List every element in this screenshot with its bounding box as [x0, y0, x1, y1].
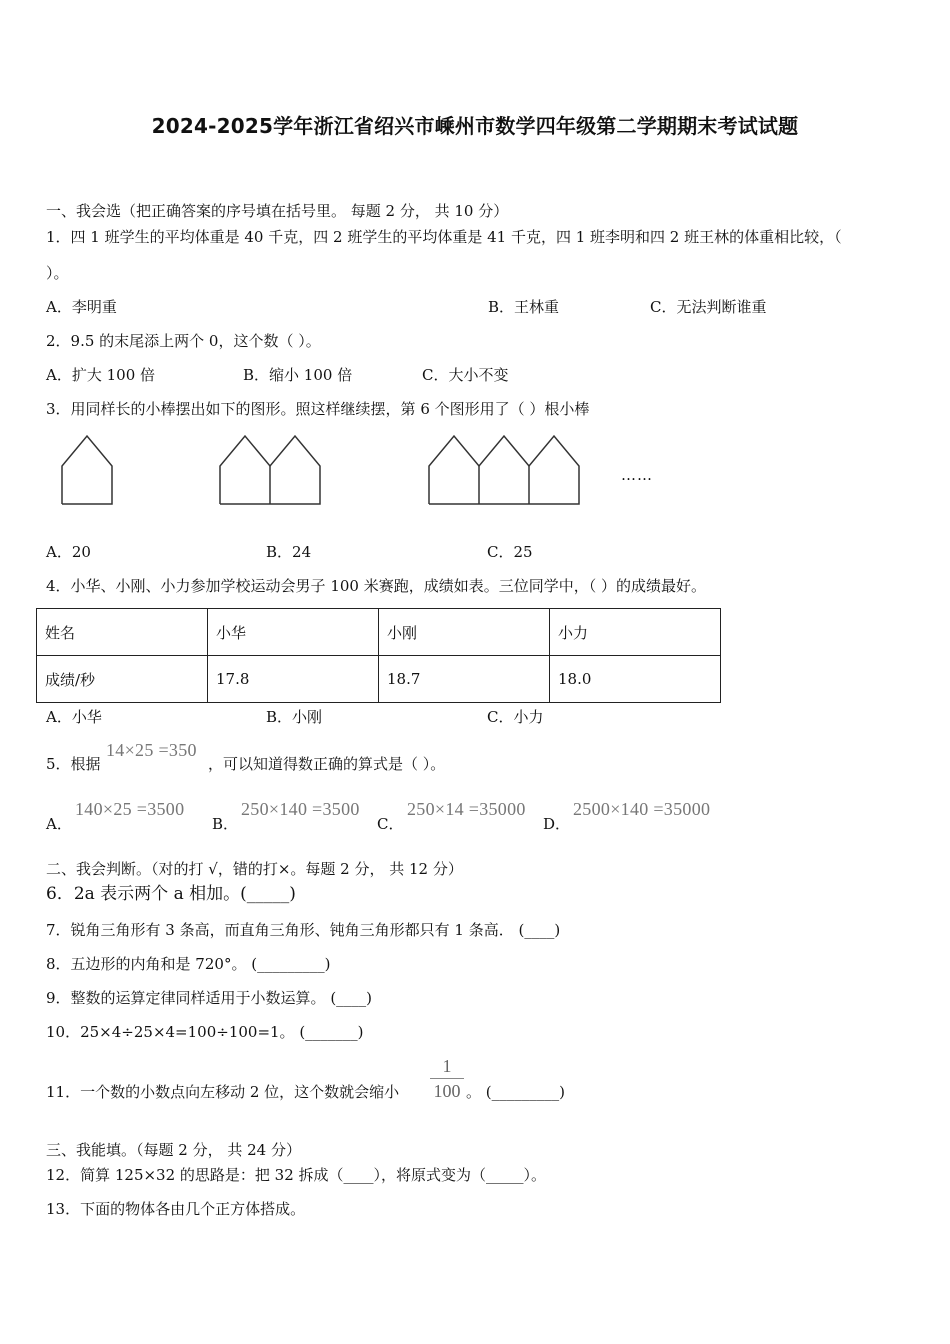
- question-5-option-a-label: A．: [46, 815, 72, 833]
- question-1-option-c: C．无法判断谁重: [650, 298, 767, 316]
- question-6: 6．2a 表示两个 a 相加。(_____): [46, 884, 296, 904]
- question-4: 4．小华、小刚、小力参加学校运动会男子 100 米赛跑，成绩如表。三位同学中，（ ）的成绩最好。: [46, 577, 706, 595]
- question-5-option-b-formula: 250×140 =3500: [241, 799, 360, 819]
- question-2: 2．9.5 的末尾添上两个 0，这个数（ ）。: [46, 332, 321, 350]
- page-title: 2024-2025学年浙江省绍兴市嵊州市数学四年级第二学期期末考试试题: [151, 114, 799, 138]
- fraction-bar: [430, 1078, 464, 1079]
- question-4-option-c: C．小力: [487, 708, 544, 726]
- question-5-option-c-formula: 250×14 =35000: [407, 799, 526, 819]
- question-7: 7．锐角三角形有 3 条高，而直角三角形、钝角三角形都只有 1 条高． (____): [46, 921, 561, 939]
- question-9: 9．整数的运算定律同样适用于小数运算。 (____): [46, 989, 373, 1007]
- question-1-option-b: B．王林重: [488, 298, 560, 316]
- question-5-option-c-label: C．: [377, 815, 404, 833]
- question-5-option-d-label: D．: [543, 815, 571, 833]
- question-11-suffix: 。 (_________): [466, 1083, 565, 1101]
- house-figure-2: [220, 436, 320, 504]
- question-12: 12．简算 125×32 的思路是：把 32 拆成（____），将原式变为（_____）。: [46, 1166, 547, 1184]
- table-cell: 17.8: [208, 656, 379, 703]
- question-4-option-a: A．小华: [46, 708, 102, 726]
- table-cell: 小华: [208, 609, 379, 656]
- question-11-fraction: [430, 1056, 464, 1101]
- fraction-numerator: 1: [442, 1056, 452, 1076]
- fraction-denominator: 100: [433, 1081, 461, 1101]
- table-row: [37, 609, 721, 656]
- question-3-option-b: B．24: [266, 543, 312, 561]
- question-1-line-2: ）。: [46, 264, 69, 282]
- question-2-option-a: A．扩大 100 倍: [46, 366, 155, 384]
- table-cell: 姓名: [37, 609, 208, 656]
- question-3-option-c: C．25: [487, 543, 533, 561]
- house-figure-1: [62, 436, 112, 504]
- table-cell: 18.0: [550, 656, 721, 703]
- score-table: [36, 608, 721, 703]
- table-cell: 小力: [550, 609, 721, 656]
- question-1-line-1: 1．四 1 班学生的平均体重是 40 千克，四 2 班学生的平均体重是 41 千克，四 1 班李明和四 2 班王林的体重相比较，（: [46, 228, 842, 246]
- question-5-suffix: ，可以知道得数正确的算式是（ ）。: [208, 755, 446, 773]
- question-4-option-b: B．小刚: [266, 708, 323, 726]
- section-2-heading: 二、我会判断。（对的打 √，错的打×。每题 2 分， 共 12 分）: [46, 860, 463, 878]
- section-3-heading: 三、我能填。（每题 2 分， 共 24 分）: [46, 1141, 301, 1159]
- question-5-option-b-label: B．: [212, 815, 239, 833]
- question-2-option-b: B．缩小 100 倍: [243, 366, 353, 384]
- question-11-prefix: 11．一个数的小数点向左移动 2 位，这个数就会缩小: [46, 1083, 400, 1101]
- question-5-formula: 14×25 =350: [106, 740, 197, 760]
- question-5-option-a-formula: 140×25 =3500: [75, 799, 185, 819]
- house-figure-3: [429, 436, 579, 504]
- table-row: [37, 656, 721, 703]
- question-13: 13．下面的物体各由几个正方体搭成。: [46, 1200, 306, 1218]
- table-cell: 成绩/秒: [37, 656, 208, 703]
- section-1-heading: 一、我会选（把正确答案的序号填在括号里。 每题 2 分， 共 10 分）: [46, 202, 509, 220]
- question-3: 3．用同样长的小棒摆出如下的图形。照这样继续摆，第 6 个图形用了（ ）根小棒: [46, 400, 590, 418]
- question-8: 8．五边形的内角和是 720°。 (_________): [46, 955, 331, 973]
- question-3-option-a: A．20: [46, 543, 91, 561]
- table-cell: 小刚: [379, 609, 550, 656]
- house-pattern-figure: [0, 0, 950, 540]
- question-5-option-d-formula: 2500×140 =35000: [573, 799, 711, 819]
- question-1-option-a: A．李明重: [46, 298, 117, 316]
- question-5-prefix: 5．根据: [46, 755, 101, 773]
- pattern-ellipsis: ……: [621, 466, 653, 484]
- table-cell: 18.7: [379, 656, 550, 703]
- question-2-option-c: C．大小不变: [422, 366, 509, 384]
- question-10: 10．25×4÷25×4=100÷100=1。 (_______): [46, 1023, 364, 1041]
